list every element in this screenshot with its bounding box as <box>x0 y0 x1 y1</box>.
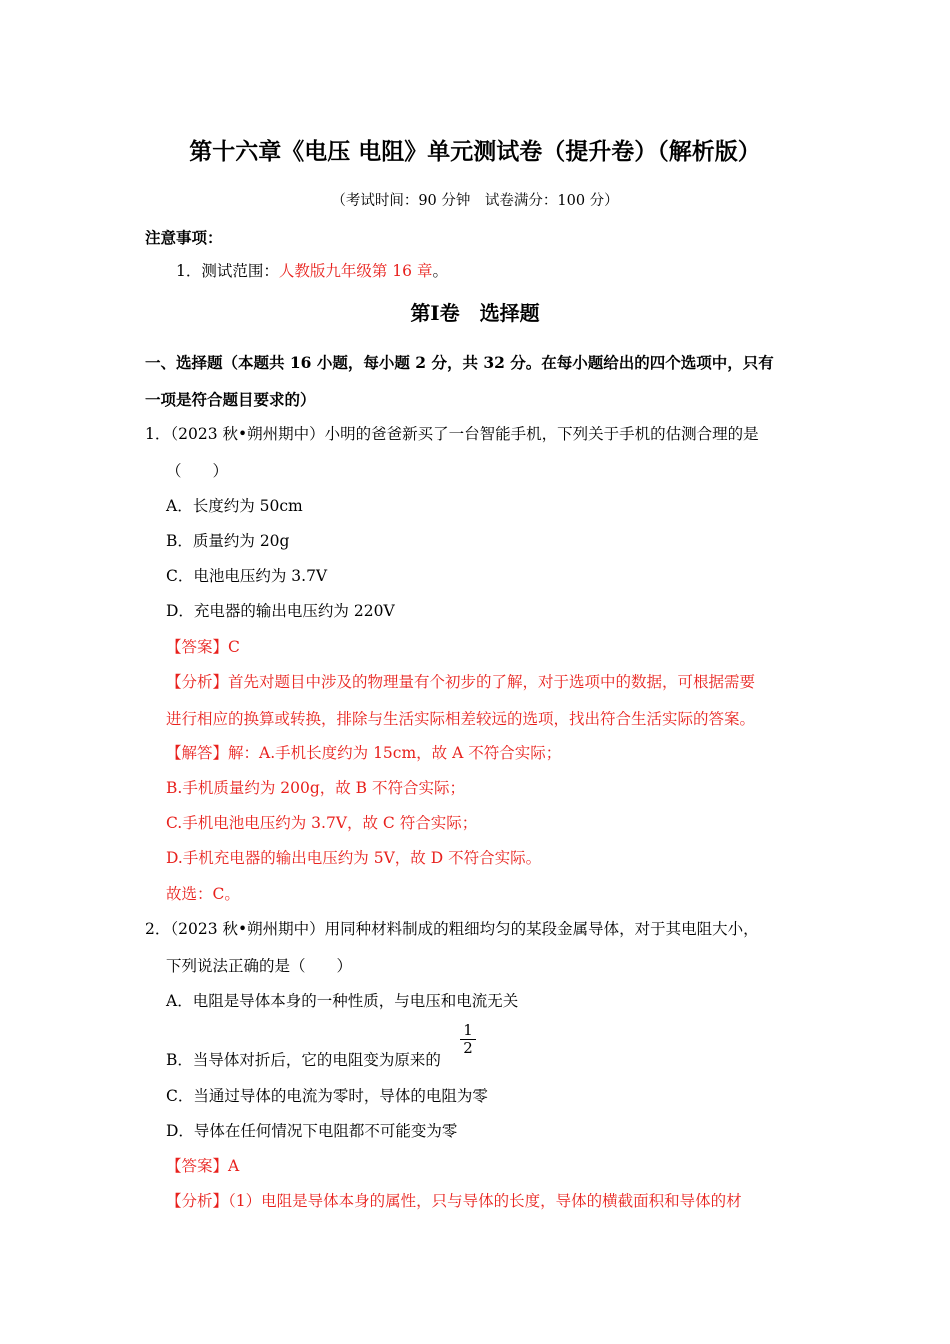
exam-info: （考试时间：90 分钟 试卷满分：100 分） <box>331 193 619 209</box>
part-heading-line-1: 一、选择题（本题共 16 小题，每小题 2 分，共 32 分。在每小题给出的四个选项中，只有 <box>145 353 774 372</box>
page-title: 第十六章《电压 电阻》单元测试卷（提升卷）（解析版） <box>189 138 761 165</box>
fraction-one-half <box>460 1022 476 1057</box>
q1-solution-text: 解：A.手机长度约为 15cm，故 A 不符合实际； <box>228 744 562 762</box>
q1-option-a: A．长度约为 50cm <box>166 497 303 515</box>
part-heading-line-2: 一项是符合题目要求的） <box>145 390 316 409</box>
q1-analysis-line-1 <box>166 671 755 693</box>
q1-answer <box>166 636 240 658</box>
q1-option-d: D．充电器的输出电压约为 220V <box>166 602 395 620</box>
q2-option-b: B．当导体对折后，它的电阻变为原来的 <box>166 1051 441 1069</box>
q1-answer-label: 【答案】 <box>166 638 229 656</box>
q2-answer <box>166 1155 239 1177</box>
fraction-denominator: 2 <box>463 1039 473 1057</box>
q2-option-c: C．当通过导体的电流为零时，导体的电阻为零 <box>166 1087 488 1105</box>
q1-analysis-label: 【分析】 <box>166 673 229 691</box>
q1-analysis-line-2: 进行相应的换算或转换，排除与生活实际相差较远的选项，找出符合生活实际的答案。 <box>166 710 756 728</box>
notice-heading: 注意事项： <box>145 228 223 247</box>
q1-solution-line-2: B.手机质量约为 200g，故 B 不符合实际； <box>166 779 465 797</box>
q1-stem-line-1: 1．（2023 秋•朔州期中）小明的爸爸新买了一台智能手机，下列关于手机的估测合理的是 <box>145 425 759 443</box>
q1-option-b: B．质量约为 20g <box>166 532 290 550</box>
q1-solution-line-3: C.手机电池电压约为 3.7V，故 C 符合实际； <box>166 814 478 832</box>
q2-option-d: D．导体在任何情况下电阻都不可能变为零 <box>166 1122 458 1140</box>
q2-analysis-line-1 <box>166 1190 742 1212</box>
q1-choice: 故选：C。 <box>166 885 240 903</box>
q1-solution-line-1 <box>166 742 561 764</box>
q1-analysis-text: 首先对题目中涉及的物理量有个初步的了解，对于选项中的数据，可根据需要 <box>228 673 756 691</box>
q2-analysis-text: （1）电阻是导体本身的属性，只与导体的长度，导体的横截面积和导体的材 <box>228 1192 742 1210</box>
q1-solution-line-4: D.手机充电器的输出电压约为 5V，故 D 不符合实际。 <box>166 849 542 867</box>
fraction-numerator: 1 <box>460 1022 476 1040</box>
notice-item-1-suffix: 。 <box>432 262 448 280</box>
test-range: 人教版九年级第 16 章 <box>278 262 433 280</box>
q2-analysis-label: 【分析】 <box>166 1192 229 1210</box>
section-title: 第Ⅰ卷 选择题 <box>410 301 540 325</box>
q2-stem-line-2: 下列说法正确的是（ ） <box>166 957 353 975</box>
q1-option-c: C．电池电压约为 3.7V <box>166 567 328 585</box>
q2-option-a: A．电阻是导体本身的一种性质，与电压和电流无关 <box>166 992 519 1010</box>
q1-solution-label: 【解答】 <box>166 744 229 762</box>
q1-answer-value: C <box>228 638 240 656</box>
q2-answer-value: A <box>228 1157 240 1175</box>
notice-item-1-prefix: 1．测试范围： <box>176 262 279 280</box>
q2-answer-label: 【答案】 <box>166 1157 229 1175</box>
q2-stem-line-1: 2．（2023 秋•朔州期中）用同种材料制成的粗细均匀的某段金属导体，对于其电阻大小， <box>145 920 759 938</box>
q1-stem-line-2: （ ） <box>166 462 229 480</box>
notice-item-1 <box>176 260 448 282</box>
